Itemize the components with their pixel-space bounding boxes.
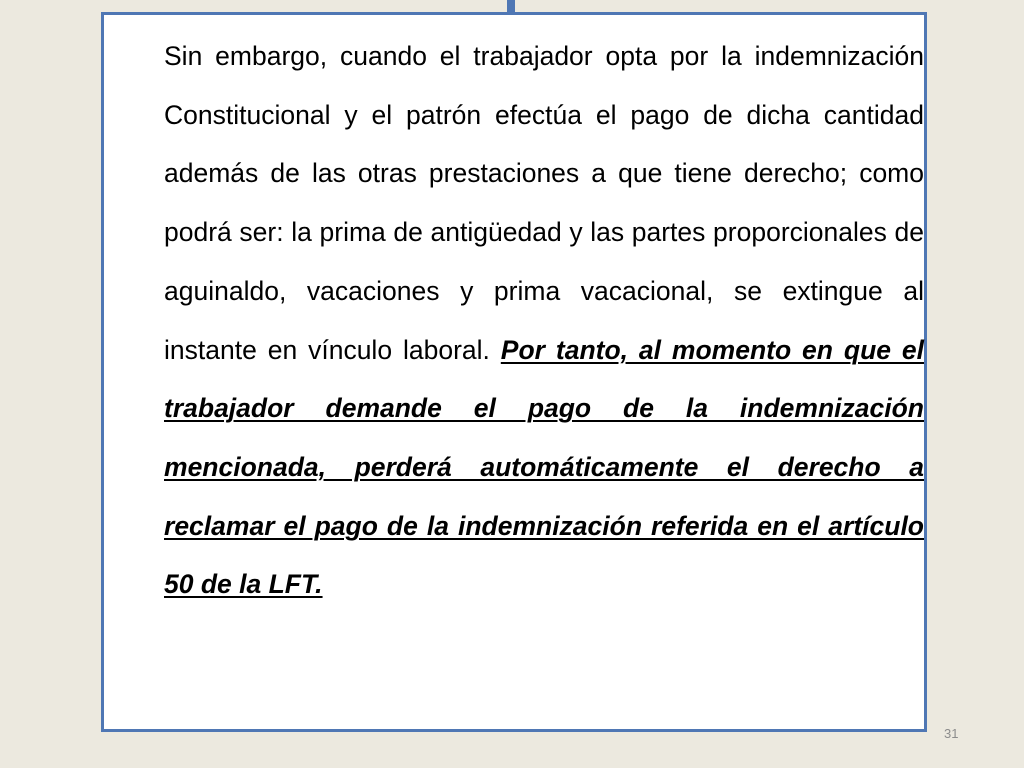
paragraph-normal-text: Sin embargo, cuando el trabajador opta por la indemnización Constitucional y el patrón efectúa el pago de dicha cantidad además de las otras prestaciones a que tiene derecho; como podrá ser: la prima de antigüedad y las partes proporcionales de aguinaldo, vacaciones y prima vacacional, se extingue al instante en vínculo laboral. — [164, 41, 924, 365]
text-frame — [101, 12, 927, 732]
page-number: 31 — [944, 726, 959, 741]
paragraph-emphasized-text: Por tanto, al momento en que el trabajador demande el pago de la indemnización mencionada, perderá automáticamente el derecho a reclamar el pago de la indemnización referida en el artículo 50 de la LFT. — [164, 334, 925, 600]
body-paragraph — [164, 27, 924, 614]
